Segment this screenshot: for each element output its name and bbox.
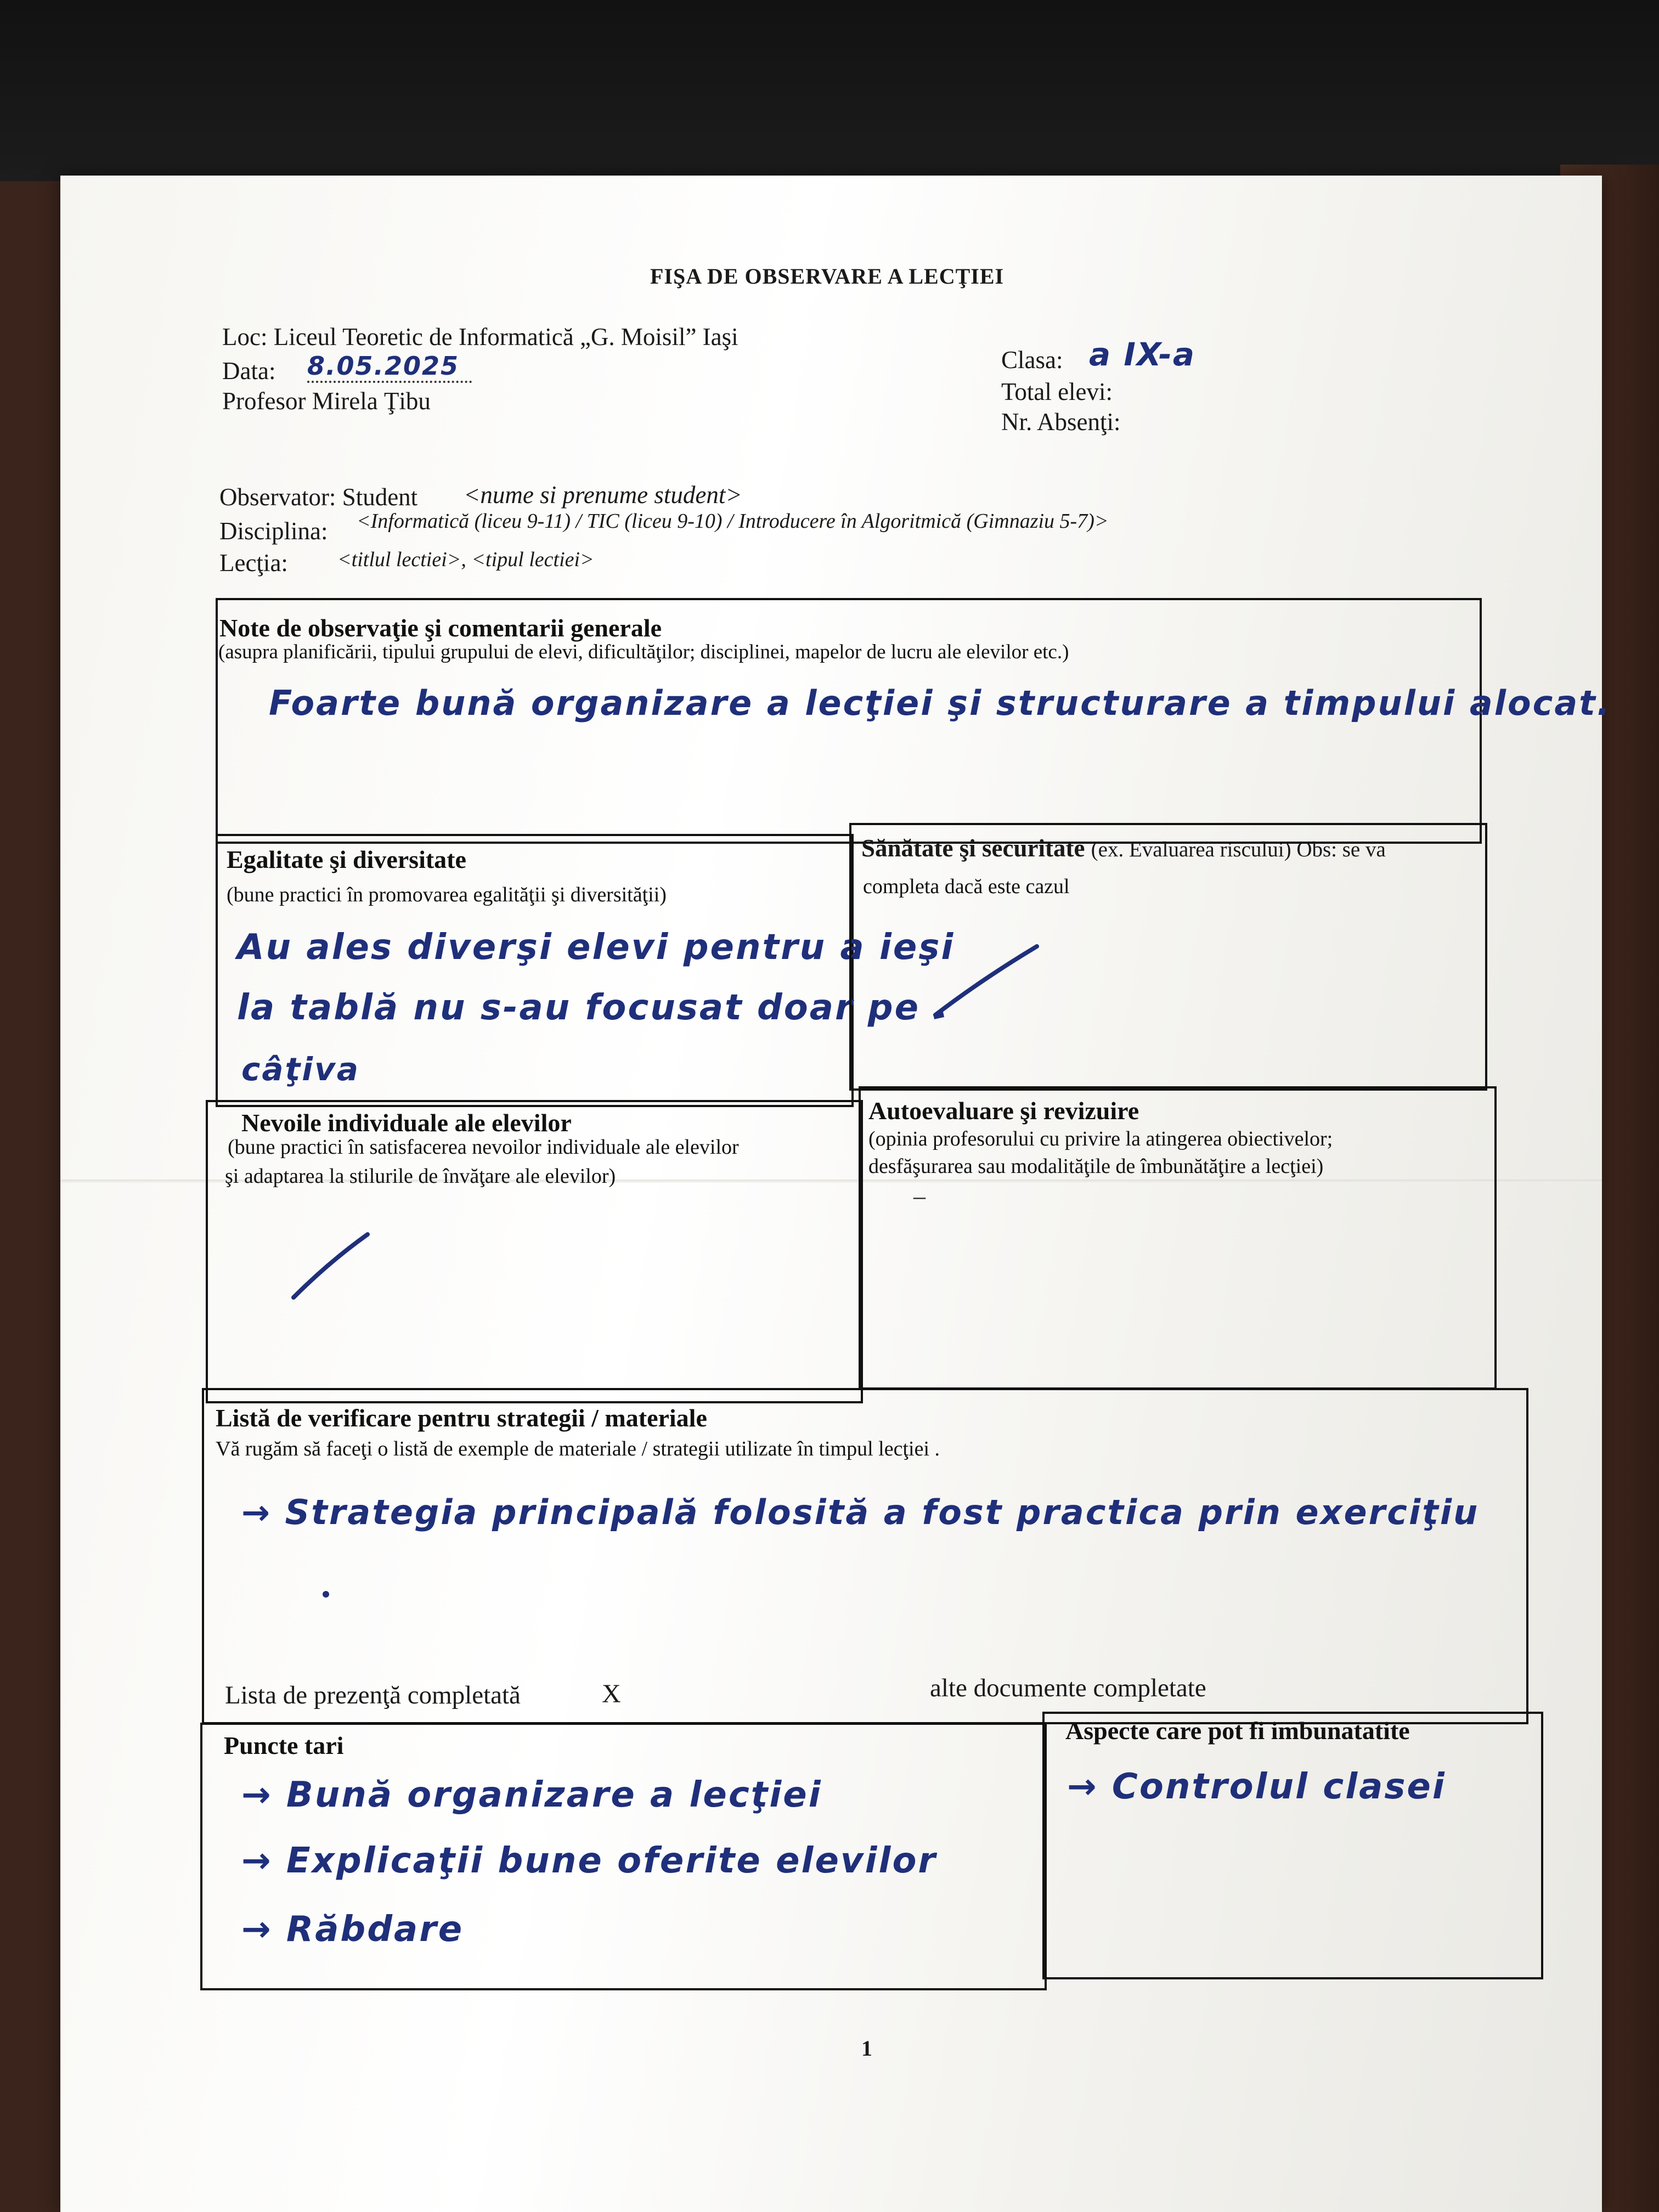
egalitate-subtitle: (bune practici în promovarea egalităţii şi diversităţii) (227, 883, 667, 906)
disciplina-label: Disciplina: (219, 517, 328, 545)
nevoi-title: Nevoile individuale ale elevilor (241, 1109, 572, 1137)
prezenta-label: Lista de prezenţă completată (225, 1681, 521, 1709)
autoevaluare-subtitle-1: (opinia profesorului cu privire la atingerea obiectivelor; (868, 1127, 1333, 1150)
lista-subtitle: Vă rugăm să faceţi o listă de exemple de materiale / strategii utilizate în timpul lecţiei . (216, 1437, 940, 1460)
note-handwriting: Foarte bună organizare a lecţiei şi structurare a timpului alocat. (269, 683, 1612, 723)
lectia-value: <titlul lectiei>, <tipul lectiei> (337, 548, 594, 571)
egalitate-title: Egalitate şi diversitate (227, 845, 466, 873)
sanatate-subtitle-2: completa dacă este cazul (863, 875, 1070, 898)
data-label: Data: (222, 357, 276, 385)
page-number: 1 (861, 2036, 872, 2061)
puncte-tari-title: Puncte tari (224, 1731, 344, 1759)
clasa-value: a IX-a (1089, 336, 1195, 373)
sanatate-check-stroke (927, 935, 1053, 1023)
egalitate-handwriting-3: câţiva (241, 1051, 360, 1088)
lista-title: Listă de verificare pentru strategii / materiale (216, 1404, 707, 1432)
dark-background-top (0, 0, 1659, 181)
absenti-label: Nr. Absenţi: (1001, 408, 1121, 436)
sanatate-subtitle-1: (ex. Evaluarea riscului) Obs: se va (1091, 838, 1386, 861)
disciplina-value: <Informatică (liceu 9-11) / TIC (liceu 9-10) / Introducere în Algoritmică (Gimnaziu 5-7)> (357, 510, 1109, 533)
nevoi-subtitle-2: şi adaptarea la stilurile de învăţare ale elevilor) (225, 1165, 616, 1188)
aspecte-title: Aspecte care pot fi imbunatatite (1065, 1717, 1410, 1745)
form-title: FIŞA DE OBSERVARE A LECŢIEI (650, 264, 1005, 289)
nevoi-check-stroke (285, 1229, 379, 1306)
alte-documente-label: alte documente completate (930, 1674, 1206, 1702)
autoevaluare-title: Autoevaluare şi revizuire (868, 1097, 1139, 1125)
note-subtitle: (asupra planificării, tipului grupului de elevi, dificultăţilor; disciplinei, mapelor de lucru ale elevilor etc.) (218, 641, 1069, 663)
lista-handwriting: → Strategia principală folosită a fost practica prin exerciţiu (241, 1492, 1480, 1532)
observator-label: Observator: Student (219, 483, 418, 511)
autoevaluare-subtitle-2: desfăşurarea sau modalităţile de îmbunătăţire a lecţiei) (868, 1155, 1324, 1178)
puncte-tari-item-1: → Bună organizare a lecţiei (241, 1775, 822, 1815)
note-title: Note de observaţie şi comentarii generale (219, 614, 662, 642)
prezenta-mark: X (602, 1679, 621, 1708)
aspecte-section (1042, 1712, 1543, 1979)
loc-line: Loc: Liceul Teoretic de Informatică „G. Moisil” Iaşi (222, 323, 738, 351)
puncte-tari-item-2: → Explicaţii bune oferite elevilor (241, 1841, 937, 1881)
puncte-tari-item-3: → Răbdare (241, 1909, 464, 1950)
autoevaluare-dash: – (913, 1183, 926, 1210)
observator-value: <nume si prenume student> (464, 481, 742, 509)
data-value: 8.05.2025 (307, 351, 472, 383)
profesor-line: Profesor Mirela Ţibu (222, 387, 431, 415)
total-elevi-label: Total elevi: (1001, 378, 1113, 405)
aspecte-item-1: → Controlul clasei (1067, 1767, 1446, 1807)
nevoi-subtitle-1: (bune practici în satisfacerea nevoilor individuale ale elevilor (228, 1136, 739, 1159)
egalitate-handwriting-2: la tablă nu s-au focusat doar pe (237, 988, 920, 1028)
egalitate-handwriting-1: Au ales diverşi elevi pentru a ieşi (237, 927, 955, 968)
sanatate-title: Sănătate şi securitate (861, 834, 1085, 862)
clasa-label: Clasa: (1001, 346, 1063, 374)
lectia-label: Lecţia: (219, 549, 288, 577)
sanatate-header (861, 834, 1386, 862)
ink-dot (323, 1591, 329, 1598)
